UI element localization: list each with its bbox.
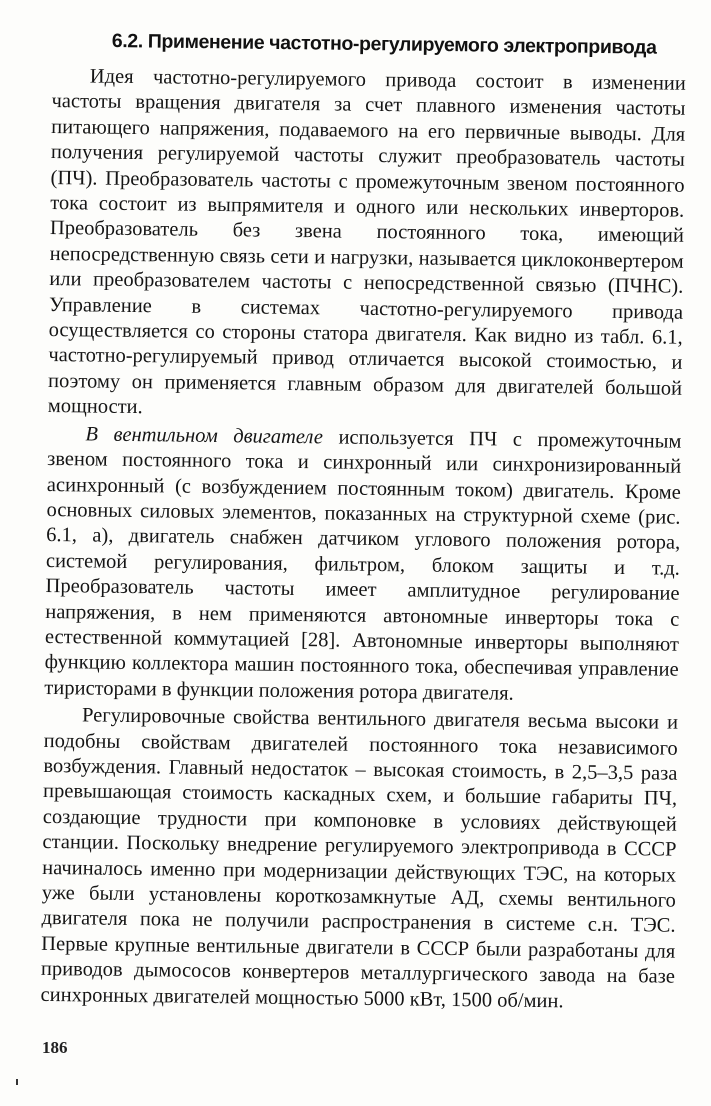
page-number: 186 [42, 1038, 68, 1057]
section-heading: 6.2. Применение частотно-регулируемого электропривода [111, 30, 657, 59]
paragraph-3 [40, 703, 678, 1016]
scan-margin-mark [16, 1079, 18, 1085]
paragraph-1 [48, 64, 686, 427]
paragraph-1-text: Идея частотно-регулируемого привода состоит в изменении частоты вращения двигателя за счет плавного изменения частоты питающего напряжения, подаваемого на его первичные выводы. Для получения регулируемой частоты служит преобразователь частоты (ПЧ). Преобразователь частоты с промежуточным звеном постоянного тока состоит из выпрямителя и одного или нескольких инверторов. Преобразователь без звена постоянного тока, имеющий непосредственную связь сети и нагрузки, называется циклоконвертером или преобразователем частоты с непосредственной связью (ПЧНС). Управление в системах частотно-регулируемого привода осуществляется со стороны статора двигателя. Как видно из табл. 6.1, частотно-регулируемый привод отличается высокой стоимостью, и поэтому он применяется главным образом для двигателей большой мощности. [47, 65, 686, 419]
body-text [40, 64, 685, 1016]
paragraph-2-lead: В вентильном двигателе [85, 423, 324, 449]
paragraph-2 [44, 422, 681, 709]
paragraph-3-text: Регулировочные свойства вентильного двигателя весьма высоки и подобны свойствам двигателей постоянного тока независимого возбуждения. Главный недостаток – высокая стоимость, в 2,5–3,5 раза превышающая стоимость каскадных схем, и большие габариты ПЧ, создающие трудности при компоновке в условиях действующей станции. Поскольку внедрение регулируемого электропривода в СССР начиналось именно при модернизации действующих ТЭС, на которых уже были установлены короткозамкнутые АД, схемы вентильного двигателя пока не получили распространения в системе с.н. ТЭС. Первые крупные вентильные двигатели в СССР были разработаны для приводов дымососов конвертеров металлургического завода на базе синхронных двигателей мощностью 5000 кВт, 1500 об/мин. [40, 704, 679, 1012]
paragraph-2-text: используется ПЧ с промежуточным звеном постоянного тока и синхронный или синхронизированный асинхронный (с возбуждением постоянным током) двигатель. Кроме основных силовых элементов, показанных на структурной схеме (рис. 6.1, а), двигатель снабжен датчиком углового положения ротора, системой регулирования, фильтром, блоком защиты и т.д. Преобразователь частоты имеет амплитудное регулирование напряжения, в нем применяются автономные инверторы тока с естественной коммутацией [28]. Автономные инверторы выполняют функцию коллектора машин постоянного тока, обеспечивая управление тиристорами в функции положения ротора двигателя. [44, 426, 682, 705]
